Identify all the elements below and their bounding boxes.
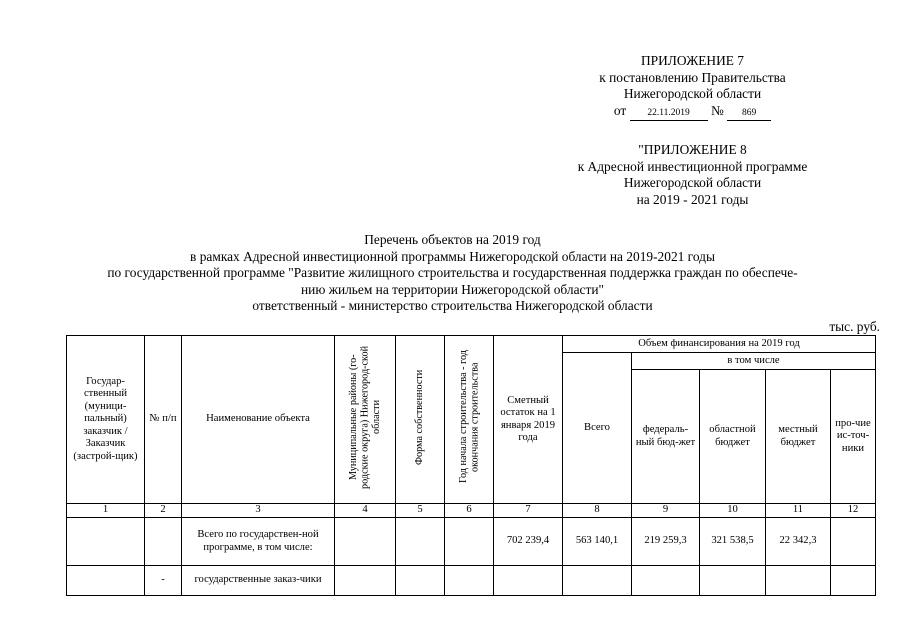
col-number: 12: [831, 504, 876, 518]
cell-ownership: [396, 518, 445, 566]
cell-num: [145, 518, 182, 566]
cell-estimate: 702 239,4: [494, 518, 563, 566]
header-ownership-text: Форма собственности: [414, 369, 426, 465]
cell-other: [831, 518, 876, 566]
header-ownership: [396, 336, 445, 504]
appendix7-line2: к постановлению Правительства: [599, 69, 786, 85]
header-municipal-text: Муниципальные районы (го-родские округа) Нижегород-ской области: [347, 345, 382, 489]
col-number: 8: [563, 504, 632, 518]
cell-regional: 321 538,5: [700, 518, 766, 566]
cell-other: [831, 566, 876, 596]
appendix8-line4: на 2019 - 2021 годы: [636, 191, 749, 207]
cell-years: [445, 566, 494, 596]
title-line2: в рамках Адресной инвестиционной программы Нижегородской области на 2019-2021 годы: [190, 248, 715, 264]
date-value: 22.11.2019: [630, 107, 708, 121]
col-number: 3: [182, 504, 335, 518]
header-years-text: Год начала строительства - год окончания строительства: [457, 350, 480, 484]
appendix7-line3: Нижегородской области: [623, 86, 762, 101]
cell-years: [445, 518, 494, 566]
cell-name: государственные заказ-чики: [182, 566, 335, 596]
title-line5: ответственный - министерство строительства Нижегородской области: [252, 298, 653, 313]
cell-estimate: [494, 566, 563, 596]
header-customer: Государ-ственный (муници-пальный) заказчик / Заказчик (застрой-щик): [67, 336, 145, 504]
number-value: 869: [727, 107, 771, 121]
header-financing: Объем финансирования на 2019 год: [563, 336, 876, 353]
appendix8-line3: Нижегородской области: [623, 175, 762, 190]
header-local: местный бюджет: [766, 370, 831, 504]
title-line3: по государственной программе "Развитие жилищного строительства и государственная поддержка граждан по обеспече-: [107, 265, 798, 280]
cell-federal: [632, 566, 700, 596]
col-number: 10: [700, 504, 766, 518]
cell-federal: 219 259,3: [632, 518, 700, 566]
col-number: 11: [766, 504, 831, 518]
appendix8-title: "ПРИЛОЖЕНИЕ 8: [638, 142, 747, 157]
appendix7-date-line: [560, 103, 825, 121]
cell-municipal: [335, 566, 396, 596]
title-line4: нию жильем на территории Нижегородской области": [301, 281, 604, 297]
col-number: 2: [145, 504, 182, 518]
header-num: № п/п: [145, 336, 182, 504]
col-number: 6: [445, 504, 494, 518]
cell-local: [766, 566, 831, 596]
title-line1: Перечень объектов на 2019 год: [364, 232, 541, 247]
cell-num: -: [145, 566, 182, 596]
date-prefix: от: [613, 102, 627, 118]
number-prefix: №: [710, 102, 724, 118]
cell-municipal: [335, 518, 396, 566]
header-federal: федераль-ный бюд-жет: [632, 370, 700, 504]
appendix8-block: [560, 142, 825, 208]
cell-name: Всего по государствен-ной программе, в том числе:: [182, 518, 335, 566]
appendix8-line2: к Адресной инвестиционной программе: [577, 158, 808, 174]
cell-customer: [67, 518, 145, 566]
col-number: 4: [335, 504, 396, 518]
units-label: тыс. руб.: [829, 319, 880, 334]
cell-total: [563, 566, 632, 596]
header-object-name: Наименование объекта: [182, 336, 335, 504]
table-row: [67, 566, 876, 596]
cell-ownership: [396, 566, 445, 596]
appendix7-block: [560, 53, 825, 121]
objects-table: [66, 335, 876, 596]
header-regional: областной бюджет: [700, 370, 766, 504]
header-years: [445, 336, 494, 504]
appendix7-title: ПРИЛОЖЕНИЕ 7: [641, 53, 744, 68]
cell-customer: [67, 566, 145, 596]
col-number: 1: [67, 504, 145, 518]
col-number: 9: [632, 504, 700, 518]
header-other: про-чие ис-точ-ники: [831, 370, 876, 504]
column-numbers-row: [67, 504, 876, 518]
cell-local: 22 342,3: [766, 518, 831, 566]
col-number: 5: [396, 504, 445, 518]
header-estimate: Сметный остаток на 1 января 2019 года: [494, 336, 563, 504]
header-including: в том числе: [632, 353, 876, 370]
table-row: [67, 518, 876, 566]
cell-total: 563 140,1: [563, 518, 632, 566]
header-municipal: [335, 336, 396, 504]
col-number: 7: [494, 504, 563, 518]
header-total: Всего: [563, 353, 632, 504]
cell-regional: [700, 566, 766, 596]
document-title: [40, 232, 865, 315]
